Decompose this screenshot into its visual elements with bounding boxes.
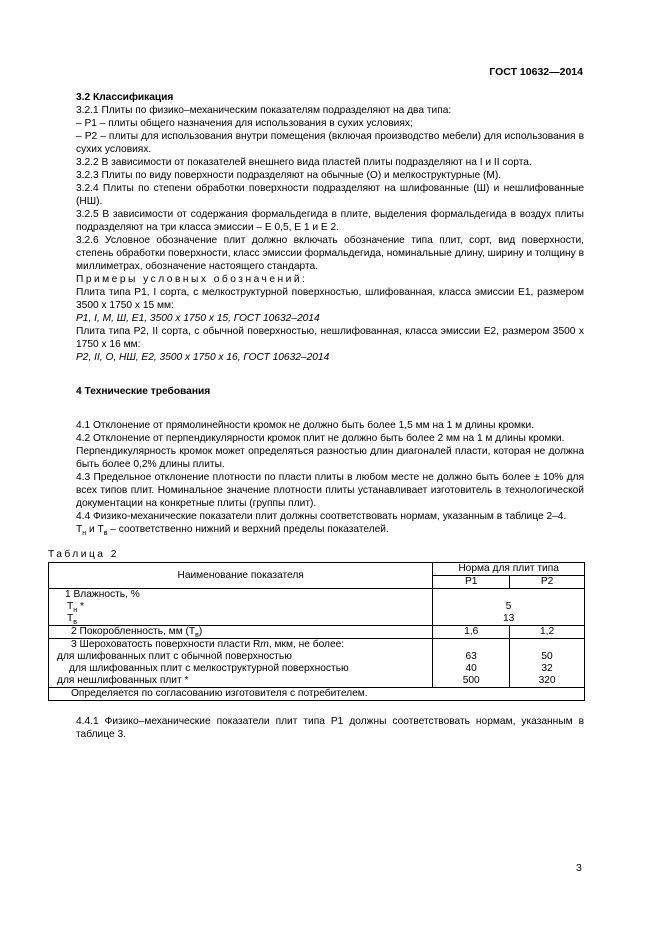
humidity-min: 5 [505, 601, 512, 612]
table-row: 1 Влажность, % $Т_н$ * $Т_в$ 5 13 [49, 589, 585, 626]
example-1-code: Р1, I, М, Ш, Е1, 3500 х 1750 х 15, ГОСТ 10632–2014 [76, 313, 320, 324]
paragraph-4-2: 4.2 Отклонение от перпендикулярности кромок плит не должно быть более 2 мм на 1 м длины кромки. [76, 433, 565, 444]
paragraph-3-2-1: 3.2.1 Плиты по физико–механическим показателям подразделяют на два типа: [76, 105, 452, 116]
table-header-p2: Р2 [510, 576, 585, 589]
warp-p1: 1,6 [433, 626, 510, 639]
paragraph-3-2-3: 3.2.3 Плиты по виду поверхности подразделяют на обычные (О) и мелкоструктурные (М). [76, 170, 502, 181]
table-footnote: Определяется по согласованию изготовителя с потребителем. [49, 688, 585, 701]
humidity-max: 13 [502, 613, 515, 624]
page-number: 3 [576, 862, 582, 874]
warp-p2: 1,2 [510, 626, 585, 639]
paragraph-3-2-6: 3.2.6 Условное обозначение плит должно включать обозначение типа плит, сорт, вид поверхности, степень обработки поверхности, класс эмиссии формальдегида, номинальные длину, ширину и толщину в миллиметрах, обозначение настоящего стандарта. [76, 235, 584, 272]
table-header-p1: Р1 [433, 576, 510, 589]
example-1-text: Плита типа Р1, I сорта, с мелкоструктурной поверхностью, шлифованная, класса эмиссии Е1, размером 3500 х 1750 х 15 мм: [76, 287, 584, 311]
table-header-name: Наименование показателя [49, 563, 433, 589]
paragraph-limits-note: $Т_н$ и $Т_в$ – соответственно нижний и верхний пределы показателей. [76, 524, 389, 538]
section-4-title: 4 Технические требования [76, 386, 211, 397]
examples-title: Примеры условных обозначений: [76, 274, 308, 285]
paragraph-4-2-note: Перпендикулярность кромок может определяться разностью длин диагоналей пласти, которая не должна быть более 0,2% длины плиты. [76, 446, 584, 470]
paragraph-4-1: 4.1 Отклонение от прямолинейности кромок не должно быть более 1,5 мм на 1 м длины кромки. [76, 420, 535, 431]
paragraph-3-2-5: 3.2.5 В зависимости от содержания формальдегида в плите, выделения формальдегида в воздух плиты подразделяют на три класса эмиссии – Е 0,5, Е 1 и Е 2. [76, 209, 584, 233]
section-3-2-title: 3.2 Классификация [76, 92, 174, 103]
table-2 [48, 562, 585, 701]
paragraph-4-4: 4.4 Физико-механические показатели плит должны соответствовать нормам, указанным в таблице 2–4. [76, 511, 567, 522]
row-humidity-title: 1 Влажность, % [65, 589, 140, 600]
table-2-caption: Таблица 2 [48, 549, 119, 560]
paragraph-3-2-1-a: – Р1 – плиты общего назначения для использования в сухих условиях; [76, 118, 413, 129]
paragraph-4-3: 4.3 Предельное отклонение плотности по пласти плиты в любом месте не должно быть более ± 10% для всех типов плит. Номинальное значение плотности плиты устанавливает изготовитель в технологической документации на конкретные плиты (группы плит). [76, 472, 584, 509]
paragraph-3-2-4: 3.2.4 Плиты по степени обработки поверхности подразделяют на шлифованные (Ш) и нешлифованные (НШ). [76, 183, 584, 207]
table-header-norm: Норма для плит типа [433, 563, 585, 576]
paragraph-3-2-1-b: – Р2 – плиты для использования внутри помещения (включая производство мебели) для использования в сухих условиях. [76, 131, 584, 155]
paragraph-3-2-2: 3.2.2 В зависимости от показателей внешнего вида пластей плиты подразделяют на I и II сорта. [76, 157, 532, 168]
table-row: 2 Покоробленность, мм $(Т_в)$ 1,6 1,2 [49, 626, 585, 639]
table-row [49, 688, 585, 701]
table-row: 3 Шероховатость поверхности пласти Rm, мкм, не более: для шлифованных плит с обычной поверхностью для шлифованных плит с мелкоструктурной поверхностью для нешлифованных плит * 63 40 500 50 32 320 [49, 639, 585, 688]
example-2-code: Р2, II, О, НШ, Е2, 3500 х 1750 х 16, ГОСТ 10632–2014 [76, 352, 330, 363]
main-content [76, 91, 584, 536]
example-2-text: Плита типа Р2, II сорта, с обычной поверхностью, нешлифованная, класса эмиссии Е2, размером 3500 х 1750 х 16 мм: [76, 326, 584, 350]
paragraph-4-4-1: 4.4.1 Физико–механические показатели плит типа Р1 должны соответствовать нормам, указанным в таблице 3. [76, 716, 584, 740]
document-code: ГОСТ 10632—2014 [489, 66, 583, 78]
after-table-content [76, 715, 584, 741]
